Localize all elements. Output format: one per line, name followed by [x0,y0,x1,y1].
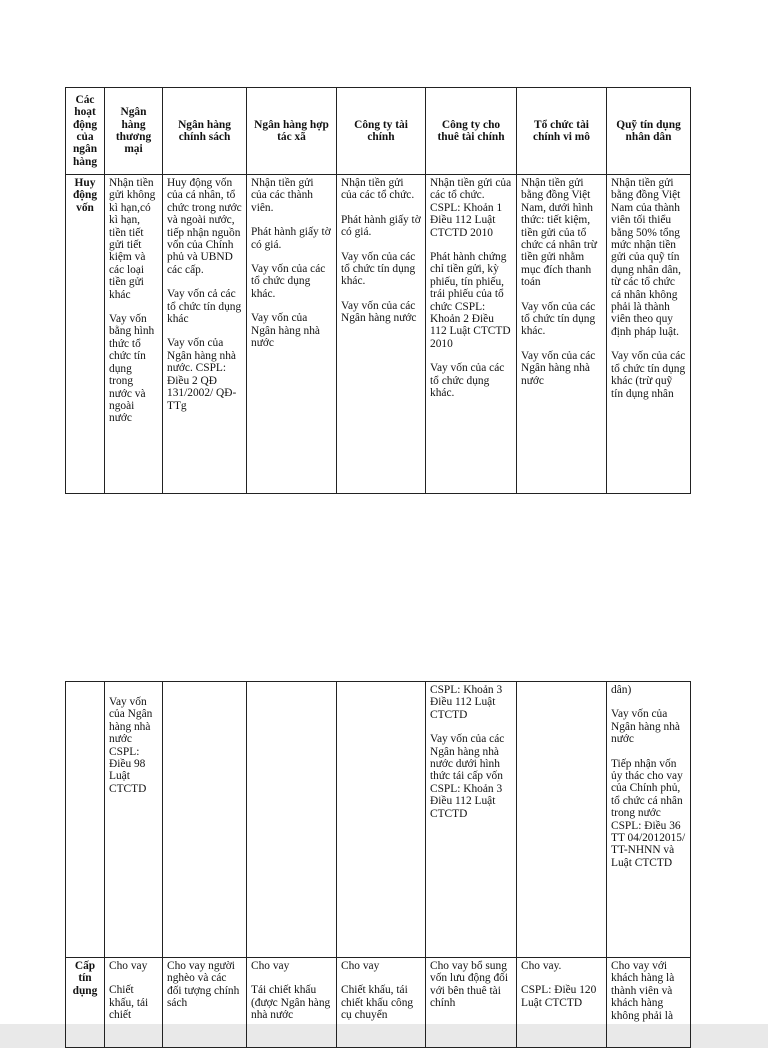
table-cell [105,682,163,958]
table-row [66,175,691,494]
cell-paragraph: Vay vốn của các tổ chức tín dụng khác. [341,250,416,288]
table-cell [517,175,607,494]
cell-paragraph: Chiết khấu, tái chiết [109,984,149,1022]
cell-paragraph: Nhận tiền gửi không kì hạn,có kì hạn, tiền tiết gửi tiết kiệm và các loại tiền gửi khác [109,177,156,301]
cell-paragraph: Tái chiết khấu (được Ngân hàng nhà nước [251,984,331,1022]
table-cell [426,958,517,1048]
activities-comparison-table [65,87,691,494]
header-policy-bank: Ngân hàng chính sách [163,88,247,175]
cell-paragraph: Chiết khấu, tái chiết khấu công cụ chuyển [341,984,414,1022]
header-finance-company: Công ty tài chính [337,88,426,175]
table-cell [247,682,337,958]
header-activities: Các hoạt động của ngân hàng [66,88,105,175]
table-cell [247,958,337,1048]
cell-paragraph: Vay vốn của các Ngân hàng nhà nước [521,349,596,387]
cell-paragraph: Phát hành giấy tờ có giá. [341,213,421,239]
header-leasing-company: Công ty cho thuê tài chính [426,88,517,175]
cell-paragraph: Vay vốn của các Ngân hàng nước [341,299,417,325]
cell-paragraph: CSPL: Khoản 3 Điều 112 Luật CTCTD [430,684,503,721]
table-cell [517,958,607,1048]
table-cell [607,958,691,1048]
cell-paragraph: Vay vốn của Ngân hàng nhà nước. CSPL: Điều 2 QĐ 131/2002/ QĐ-TTg [167,337,237,412]
table-cell [105,958,163,1048]
cell-paragraph: Vay vốn của Ngân hàng nhà nước [611,708,680,746]
cell-paragraph: Vay vốn cả các tổ chức tín dụng khác [167,288,242,326]
cell-paragraph: Cho vay [251,960,290,972]
cell-paragraph: Vay vốn của các tổ chức tín dụng khác. [521,300,596,338]
row-label-credit-granting: Cấp tín dụng [66,958,105,1048]
table-cell [337,175,426,494]
table-cell [247,175,337,494]
cell-paragraph: Phát hành chứng chỉ tiền gửi, kỳ phiếu, tín phiếu, trái phiếu của tổ chức CSPL: Khoản 2 Điều 112 Luật CTCTD 2010 [430,251,511,350]
cell-paragraph: Nhận tiền gửi của các thành viên. [251,177,314,214]
cell-paragraph: Vay vốn của Ngân hàng nhà nước CSPL: Điều 98 Luật CTCTD [109,696,153,795]
table-header-row [66,88,691,175]
cell-paragraph: Vay vốn của các tổ chức tín dụng khác (trừ quỹ tín dụng nhân [611,350,686,400]
table-cell [163,175,247,494]
cell-paragraph: Vay vốn của các tổ chức dụng khác. [251,263,326,300]
cell-paragraph: Nhận tiền gửi bằng đồng Việt Nam của thành viên tối thiểu bằng 50% tổng mức nhận tiền gửi của quỹ tín dụng nhân dân, từ các tổ chức cá nhân không phải là thành viên theo quy định pháp luật. [611,177,681,338]
header-peoples-credit-fund: Quỹ tín dụng nhân dân [607,88,691,175]
cell-paragraph: Cho vay [109,960,148,972]
cell-paragraph: Tiếp nhận vốn ủy thác cho vay của Chính phủ, tổ chức cá nhân trong nước CSPL: Điều 36 TT 04/2012015/ TT-NHNN và Luật CTCTD [611,757,686,869]
table-cell [163,682,247,958]
table-cell [426,682,517,958]
cell-paragraph: Vay vốn của Ngân hàng nhà nước [251,312,320,350]
cell-paragraph: Phát hành giấy tờ có giá. [251,226,331,251]
activities-comparison-table-continued [65,681,691,1048]
cell-paragraph: Nhận tiền gửi của các tổ chức. [341,177,415,202]
cell-paragraph: Cho vay. [521,960,562,972]
table-cell [66,682,105,958]
cell-paragraph: CSPL: Điều 120 Luật CTCTD [521,984,597,1009]
cell-paragraph: Cho vay bổ sung vốn lưu động đối với bên thuê tài chính [430,960,508,1010]
cell-paragraph: Nhận tiền gửi của các tổ chức. CSPL: Khoản 1 Điều 112 Luật CTCTD 2010 [430,177,512,239]
cell-paragraph: Cho vay người nghèo và các đối tượng chính sách [167,960,240,1010]
cell-paragraph: Nhận tiền gửi bằng đồng Việt Nam, dưới hình thức: tiết kiệm, tiền gửi của tổ chức cá nhân trừ tiền gửi nhằm mục đích thanh toán [521,177,597,289]
table-cell [607,175,691,494]
table-cell [517,682,607,958]
cell-paragraph: Vay vốn của các tổ chức dụng khác. [430,362,505,400]
header-microfinance: Tổ chức tài chính vi mô [517,88,607,175]
table-cell [337,958,426,1048]
table-row [66,682,691,958]
cell-paragraph: Cho vay với khách hàng là thành viên và khách hàng không phải là [611,960,675,1022]
table-cell [607,682,691,958]
table-cell [163,958,247,1048]
table-cell [426,175,517,494]
cell-paragraph: Vay vốn của các Ngân hàng nhà nước dưới hình thức tái cấp vốn CSPL: Khoản 3 Điều 112 Luật CTCTD [430,733,505,820]
cell-paragraph: Huy động vốn của cá nhân, tổ chức trong nước và ngoài nước, tiếp nhận nguồn vốn của Chính phủ và UBND các cấp. [167,177,242,276]
row-label-capital-mobilization: Huy động vốn [66,175,105,494]
cell-paragraph: Cho vay [341,960,380,972]
table-row [66,958,691,1048]
header-cooperative-bank: Ngân hàng hợp tác xã [247,88,337,175]
table-cell [105,175,163,494]
cell-paragraph: Vay vốn bằng hình thức tổ chức tín dụng trong nước và ngoài nước [109,313,155,425]
header-commercial-bank: Ngân hàng thương mại [105,88,163,175]
cell-paragraph: dân) [611,684,632,696]
table-cell [337,682,426,958]
